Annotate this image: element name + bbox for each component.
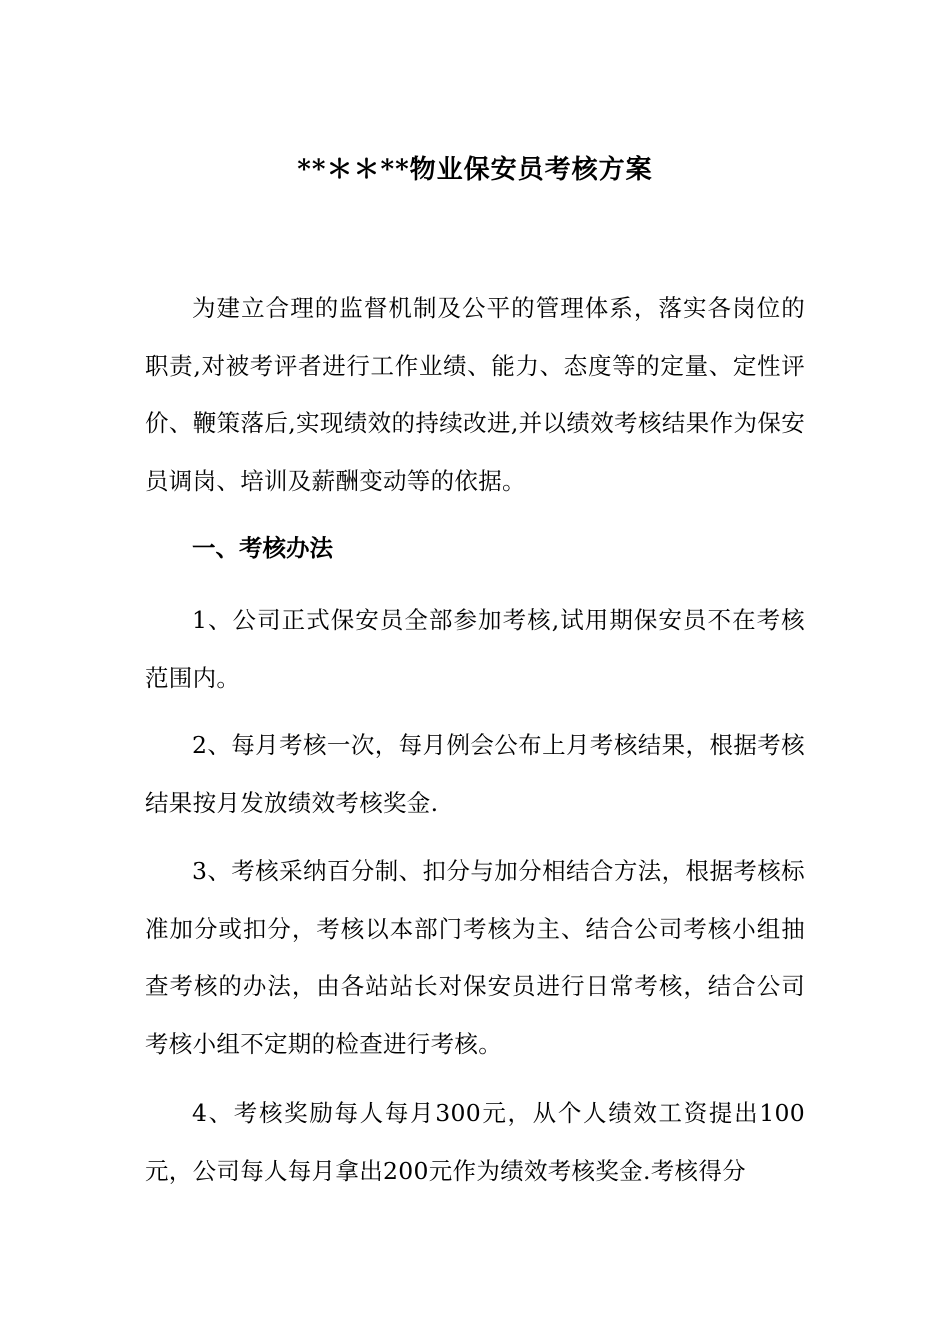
- list-item-2: 2、每月考核一次，每月例会公布上月考核结果，根据考核结果按月发放绩效考核奖金.: [145, 731, 805, 817]
- document-title: **＊＊**物业保安员考核方案: [297, 155, 653, 185]
- list-item-4: 4、考核奖励每人每月300元，从个人绩效工资提出100元，公司每人每月拿出200元作为绩效考核奖金.考核得分: [145, 1099, 805, 1185]
- list-item-1: 1、公司正式保安员全部参加考核,试用期保安员不在考核范围内。: [145, 606, 805, 692]
- intro-paragraph: 为建立合理的监督机制及公平的管理体系，落实各岗位的职责,对被考评者进行工作业绩、能力、态度等的定量、定性评价、鞭策落后,实现绩效的持续改进,并以绩效考核结果作为保安员调岗、培训及薪酬变动等的依据。: [145, 294, 805, 495]
- list-item-3: 3、考核采纳百分制、扣分与加分相结合方法，根据考核标准加分或扣分，考核以本部门考核为主、结合公司考核小组抽查考核的办法，由各站站长对保安员进行日常考核，结合公司考核小组不定期的检查进行考核。: [145, 857, 805, 1058]
- section-heading-assessment-method: 一、考核办法: [192, 534, 333, 562]
